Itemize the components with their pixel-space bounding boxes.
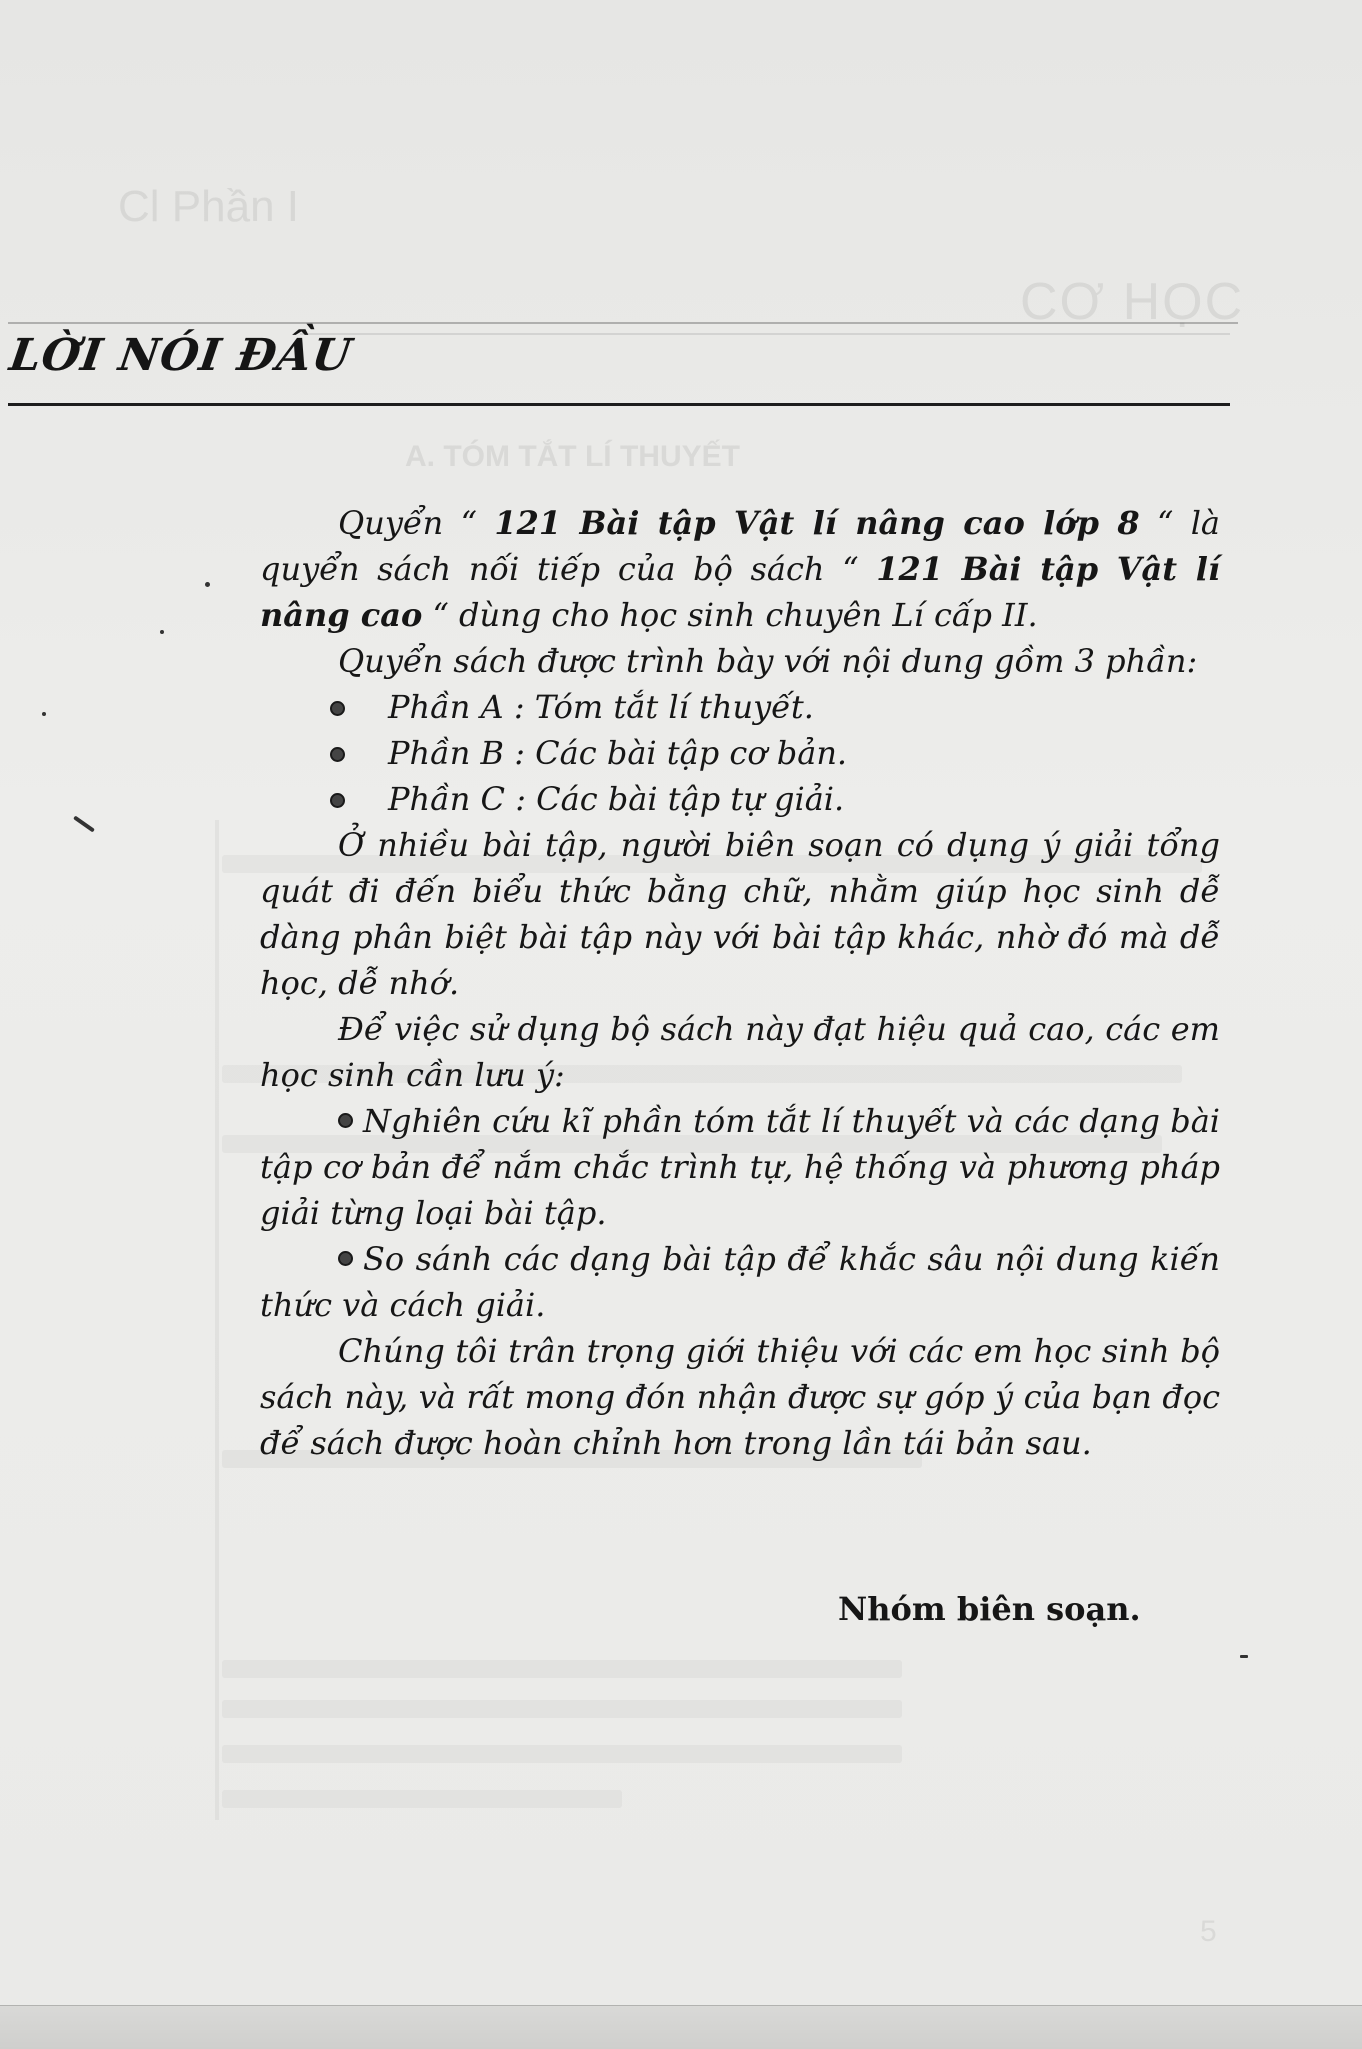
page-bottom-edge — [0, 2005, 1362, 2049]
usage-intro-paragraph: Để việc sử dụng bộ sách này đạt hiệu quả cao, các em học sinh cần lưu ý: — [260, 1010, 1220, 1094]
approach-paragraph: Ở nhiều bài tập, người biên soạn có dụng ý giải tổng quát đi đến biểu thức bằng chữ, nhằm giúp học sinh dễ dàng phân biệt bài tập này với bài tập khác, nhờ đó mà dễ học, dễ nhớ. — [260, 826, 1220, 1002]
intro-text-2: “ là quyển sách nối tiếp của bộ sách “ — [260, 504, 1221, 588]
intro-paragraph — [260, 500, 1220, 638]
bleed-section-label: A. TÓM TẮT LÍ THUYẾT — [405, 440, 740, 473]
ink-speck — [42, 712, 46, 716]
part-a-label: Phần A : Tóm tắt lí thuyết. — [388, 688, 814, 726]
part-c-label: Phần C : Các bài tập tự giải. — [388, 780, 845, 818]
bleed-page-number: 5 — [1200, 1915, 1217, 1948]
ink-speck — [73, 815, 95, 832]
part-b-label: Phần B : Các bài tập cơ bản. — [388, 734, 848, 772]
list-item — [330, 776, 1220, 822]
parts-list — [260, 684, 1220, 822]
note-paragraph — [260, 1098, 1220, 1236]
bleed-line — [222, 1745, 902, 1763]
ink-speck — [160, 630, 164, 634]
intro-text-1: Quyển “ — [338, 504, 495, 542]
bleed-line — [222, 1790, 622, 1808]
page-heading: LỜI NÓI ĐẦU — [6, 330, 356, 381]
bullet-icon — [338, 1251, 353, 1266]
list-item — [330, 684, 1220, 730]
bleed-rule — [300, 333, 1230, 335]
list-item — [330, 730, 1220, 776]
preface-body — [260, 500, 1220, 1466]
signature: Nhóm biên soạn. — [838, 1590, 1141, 1628]
note-text: So sánh các dạng bài tập để khắc sâu nội dung kiến thức và cách giải. — [260, 1240, 1220, 1324]
ink-speck — [1240, 1655, 1248, 1658]
bleed-line — [222, 1660, 902, 1678]
series-title: 121 Bài tập Vật lí nâng cao — [260, 550, 1221, 634]
bullet-icon — [330, 701, 345, 716]
bullet-icon — [338, 1113, 353, 1128]
ink-speck — [205, 582, 210, 587]
structure-paragraph: Quyển sách được trình bày với nội dung gồm 3 phần: — [338, 642, 1198, 680]
header-rule — [8, 403, 1230, 406]
header-top-rule — [8, 322, 1238, 324]
note-paragraph — [260, 1236, 1220, 1328]
bullet-icon — [330, 747, 345, 762]
intro-text-3: “ dùng cho học sinh chuyên Lí cấp II. — [422, 596, 1038, 634]
closing-paragraph: Chúng tôi trân trọng giới thiệu với các em học sinh bộ sách này, và rất mong đón nhận được sự góp ý của bạn đọc để sách được hoàn chỉnh hơn trong lần tái bản sau. — [260, 1332, 1220, 1462]
bleed-chapter-title: CƠ HỌC — [1020, 273, 1245, 331]
book-title: 121 Bài tập Vật lí nâng cao lớp 8 — [494, 504, 1140, 542]
bleed-part-label: Cl Phần I — [118, 182, 299, 231]
note-text: Nghiên cứu kĩ phần tóm tắt lí thuyết và các dạng bài tập cơ bản để nắm chắc trình tự, hệ thống và phương pháp giải từng loại bài tập. — [260, 1102, 1220, 1232]
bullet-icon — [330, 793, 345, 808]
bleed-line — [222, 1700, 902, 1718]
